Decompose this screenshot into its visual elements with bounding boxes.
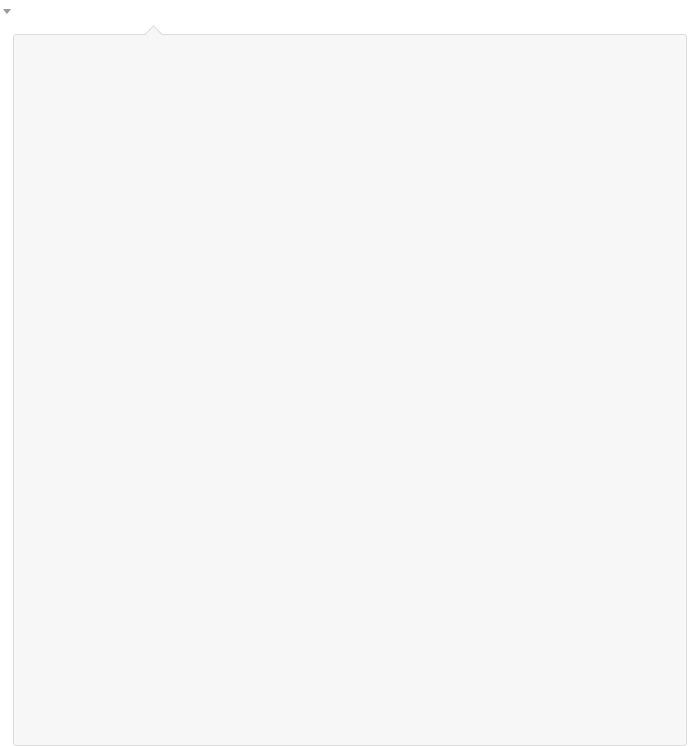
- service-info-card: [13, 34, 687, 746]
- chevron-down-icon: [3, 9, 11, 14]
- section-toggle[interactable]: [0, 0, 13, 20]
- card-notch: [144, 25, 162, 43]
